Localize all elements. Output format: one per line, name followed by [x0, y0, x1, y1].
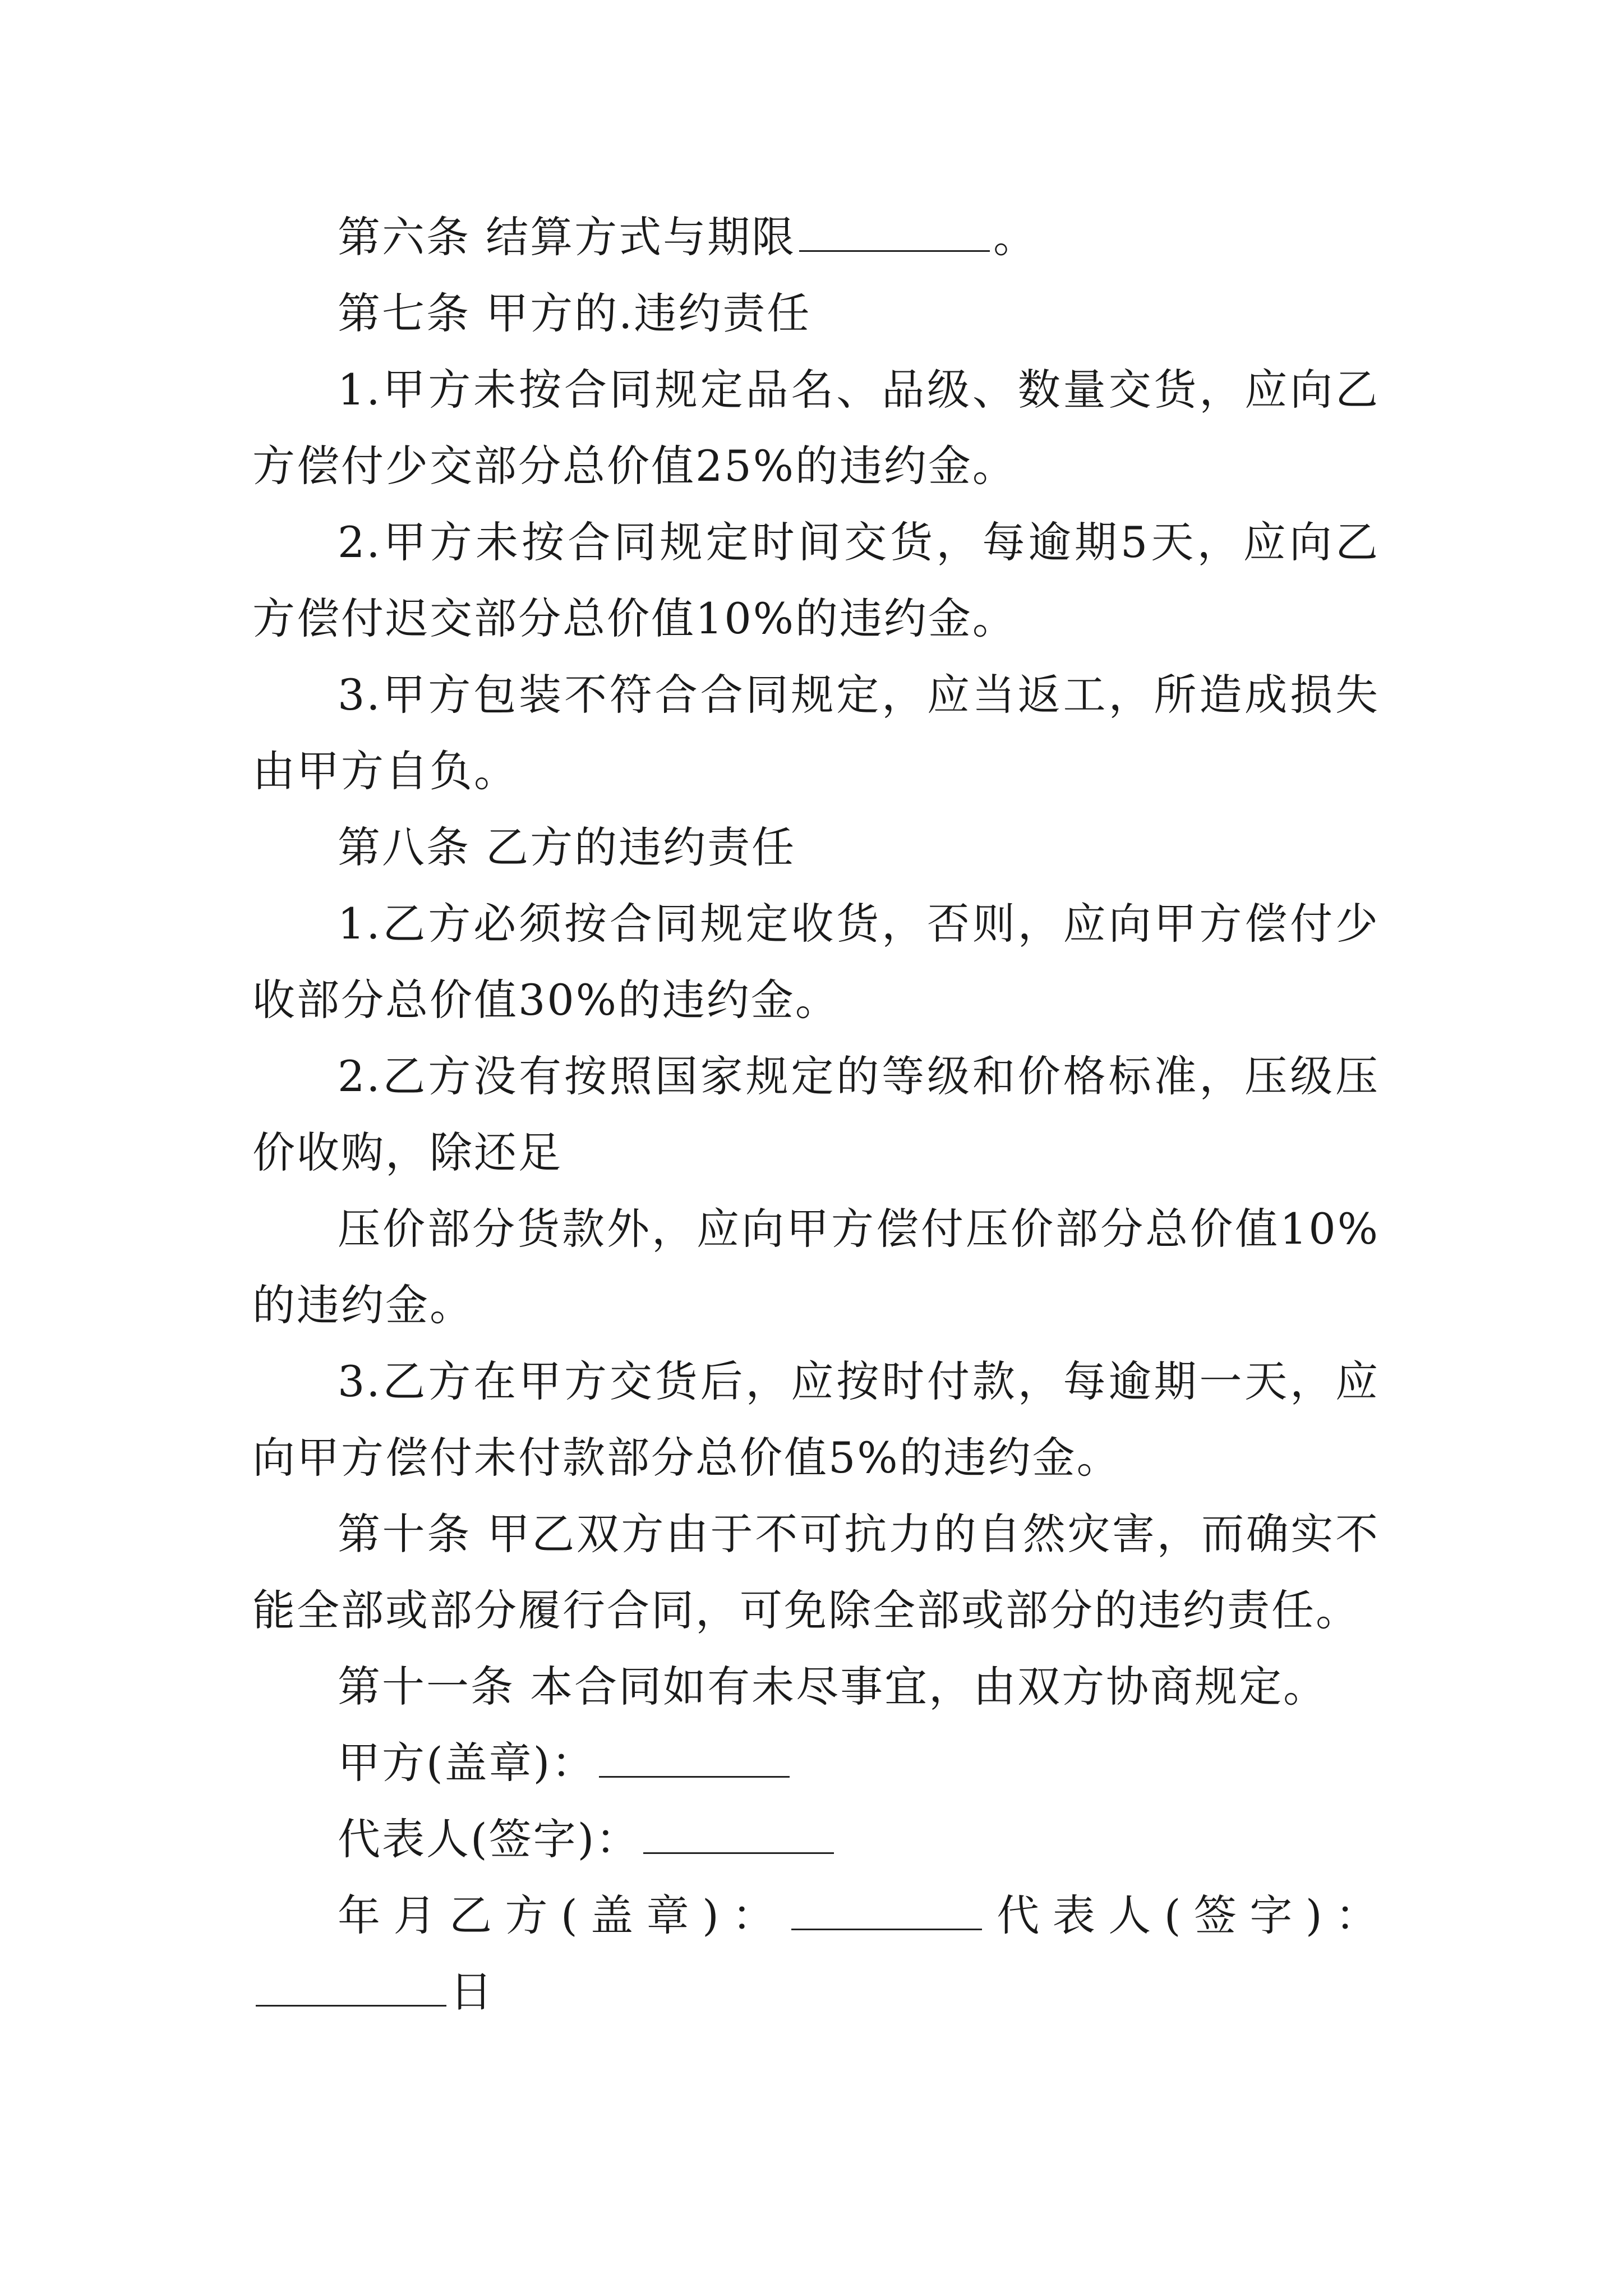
signature-representative — [252, 1801, 1380, 1878]
party-b-seal-blank — [791, 1890, 982, 1930]
article-10: 第十条 甲乙双方由于不可抗力的自然灾害，而确实不能全部或部分履行合同，可免除全部或部分的违约责任。 — [252, 1509, 1380, 1635]
signature-party-a — [252, 1725, 1380, 1801]
party-a-seal-blank — [599, 1738, 790, 1778]
settlement-blank — [799, 212, 990, 252]
party-a-label: 甲方(盖章)： — [338, 1738, 596, 1788]
representative-label: 代表人(签字)： — [338, 1814, 640, 1864]
article-6-text: 第六条 结算方式与期限 — [338, 212, 796, 262]
party-b-representative-blank — [256, 1967, 446, 2007]
signature-end: 日 — [450, 1967, 494, 2017]
party-b-representative-label: 代表人(签字)： — [985, 1890, 1380, 1940]
article-11: 第十一条 本合同如有未尽事宜，由双方协商规定。 — [338, 1662, 1328, 1711]
article-7-item-3: 3.甲方包装不符合合同规定，应当返工，所造成损失由甲方自负。 — [252, 670, 1380, 796]
party-b-label: 年月乙方(盖章)： — [338, 1890, 788, 1940]
article-8-item-2a: 2.乙方没有按照国家规定的等级和价格标准，压级压价收购，除还足 — [252, 1051, 1380, 1177]
representative-signature-blank — [643, 1814, 834, 1854]
signature-party-b — [252, 1878, 1380, 2030]
article-8-item-1: 1.乙方必须按合同规定收货，否则，应向甲方偿付少收部分总价值30%的违约金。 — [252, 899, 1380, 1025]
article-7-item-1: 1.甲方未按合同规定品名、品级、数量交货，应向乙方偿付少交部分总价值25%的违约金。 — [252, 365, 1380, 491]
article-7-item-2: 2.甲方未按合同规定时间交货，每逾期5天，应向乙方偿付迟交部分总价值10%的违约金。 — [252, 517, 1380, 643]
article-8-title: 第八条 乙方的违约责任 — [338, 822, 796, 872]
contract-body — [252, 199, 1380, 2030]
article-6-end: 。 — [993, 212, 1038, 262]
article-8-item-3: 3.乙方在甲方交货后，应按时付款，每逾期一天，应向甲方偿付未付款部分总价值5%的违约金。 — [252, 1356, 1380, 1483]
article-7-title: 第七条 甲方的.违约责任 — [338, 288, 811, 338]
article-6 — [252, 199, 1380, 275]
article-8-item-2b: 压价部分货款外，应向甲方偿付压价部分总价值10%的违约金。 — [252, 1204, 1380, 1330]
